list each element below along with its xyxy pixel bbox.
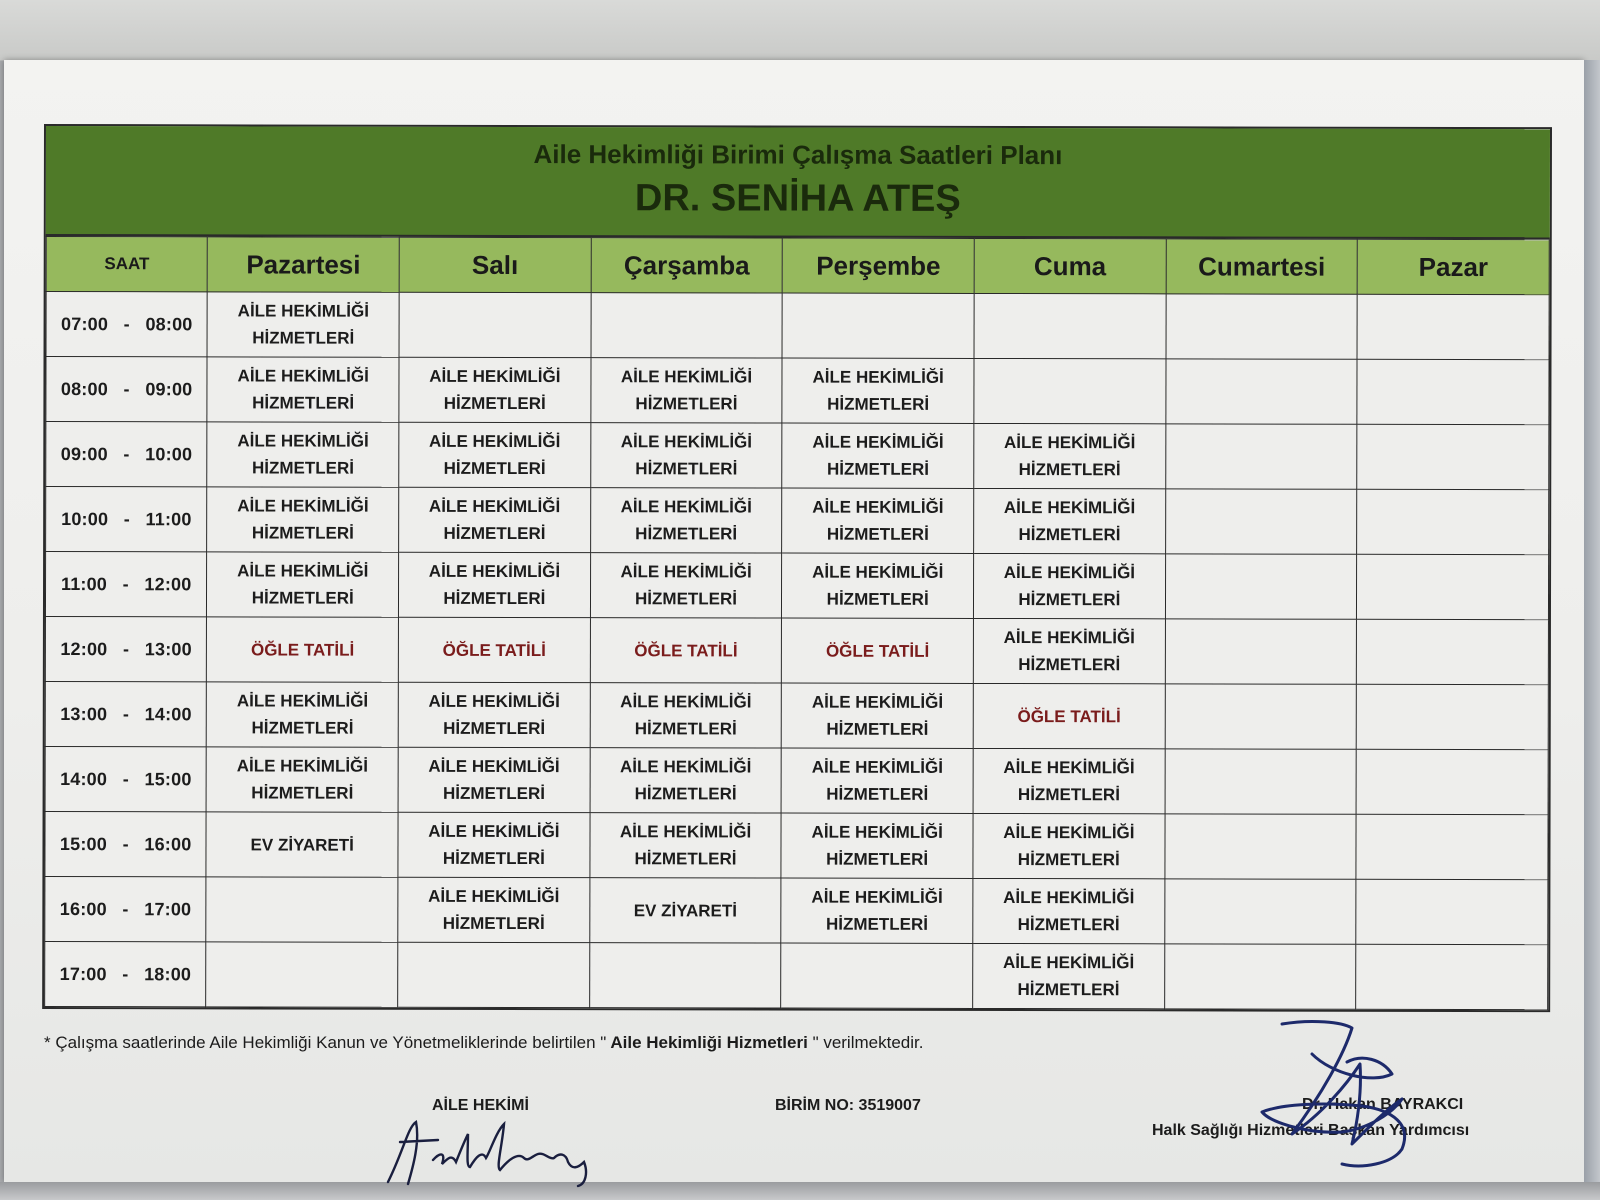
time-slot-cell: 08:00 - 09:00	[46, 357, 208, 422]
column-header-saat: SAAT	[46, 237, 208, 292]
schedule-cell: ÖĞLE TATİLİ	[782, 618, 974, 683]
schedule-cell	[974, 358, 1166, 423]
schedule-cell: AİLE HEKİMLİĞİ HİZMETLERİ	[207, 292, 399, 357]
schedule-cell: ÖĞLE TATİLİ	[973, 683, 1165, 748]
schedule-cell: AİLE HEKİMLİĞİ HİZMETLERİ	[399, 422, 591, 487]
schedule-cell	[1165, 554, 1357, 619]
footnote-emphasis: Aile Hekimliği Hizmetleri	[606, 1033, 813, 1052]
schedule-cell: AİLE HEKİMLİĞİ HİZMETLERİ	[590, 683, 782, 748]
schedule-cell	[399, 292, 591, 357]
schedule-cell: AİLE HEKİMLİĞİ HİZMETLERİ	[973, 553, 1165, 618]
schedule-cell: AİLE HEKİMLİĞİ HİZMETLERİ	[590, 813, 782, 878]
schedule-cell: AİLE HEKİMLİĞİ HİZMETLERİ	[399, 487, 591, 552]
schedule-cell: AİLE HEKİMLİĞİ HİZMETLERİ	[590, 488, 782, 553]
schedule-cell: AİLE HEKİMLİĞİ HİZMETLERİ	[207, 552, 399, 617]
schedule-cell: AİLE HEKİMLİĞİ HİZMETLERİ	[590, 423, 782, 488]
official-title: Halk Sağlığı Hizmetleri Başkan Yardımcısı	[1152, 1122, 1470, 1139]
footnote-end: " verilmektedir.	[812, 1033, 924, 1052]
time-slot-cell: 15:00 - 16:00	[45, 812, 207, 877]
column-header-day: Perşembe	[783, 238, 975, 293]
column-header-day: Pazar	[1357, 239, 1549, 294]
schedule-cell	[1164, 879, 1356, 944]
schedule-table	[44, 236, 1550, 1010]
doctor-signature	[378, 1112, 618, 1192]
schedule-cell	[974, 293, 1166, 358]
table-row	[45, 682, 1548, 750]
schedule-cell	[591, 293, 783, 358]
plan-title: Aile Hekimliği Birimi Çalışma Saatleri Planı	[533, 139, 1063, 171]
table-row	[45, 747, 1548, 815]
table-row	[45, 877, 1548, 945]
schedule-cell: AİLE HEKİMLİĞİ HİZMETLERİ	[974, 488, 1166, 553]
schedule-cell: AİLE HEKİMLİĞİ HİZMETLERİ	[781, 813, 973, 878]
schedule-cell: AİLE HEKİMLİĞİ HİZMETLERİ	[206, 747, 398, 812]
time-slot-cell: 10:00 - 11:00	[46, 487, 208, 552]
schedule-cell: AİLE HEKİMLİĞİ HİZMETLERİ	[207, 487, 399, 552]
schedule-cell: AİLE HEKİMLİĞİ HİZMETLERİ	[398, 812, 590, 877]
schedule-cell: AİLE HEKİMLİĞİ HİZMETLERİ	[782, 488, 974, 553]
schedule-cell	[1356, 944, 1548, 1009]
doctor-name: DR. SENİHA ATEŞ	[634, 177, 961, 220]
schedule-cell	[206, 877, 398, 942]
table-row	[45, 942, 1548, 1010]
title-band	[46, 126, 1550, 239]
column-header-day: Cuma	[974, 238, 1166, 293]
schedule-cell	[206, 942, 398, 1007]
frame-edge-right	[1584, 60, 1600, 1182]
table-row	[45, 552, 1548, 620]
schedule-cell	[1165, 489, 1357, 554]
column-header-day: Çarşamba	[591, 238, 783, 293]
schedule-cell: ÖĞLE TATİLİ	[398, 617, 590, 682]
schedule-cell: AİLE HEKİMLİĞİ HİZMETLERİ	[207, 682, 399, 747]
schedule-cell	[1166, 294, 1358, 359]
time-slot-cell: 17:00 - 18:00	[45, 942, 207, 1007]
time-slot-cell: 11:00 - 12:00	[45, 552, 207, 617]
column-header-day: Salı	[399, 237, 591, 292]
schedule-cell	[1356, 749, 1548, 814]
schedule-cell	[1357, 294, 1549, 359]
schedule-cell	[1165, 749, 1357, 814]
schedule-sheet	[42, 124, 1552, 1012]
schedule-cell: AİLE HEKİMLİĞİ HİZMETLERİ	[782, 683, 974, 748]
official-name: Dr. Hakan BAYRAKCI	[1302, 1096, 1464, 1113]
schedule-cell	[1357, 684, 1549, 749]
schedule-cell: AİLE HEKİMLİĞİ HİZMETLERİ	[974, 423, 1166, 488]
frame-edge-bottom	[0, 1182, 1600, 1200]
column-header-day: Cumartesi	[1166, 239, 1358, 294]
schedule-cell: AİLE HEKİMLİĞİ HİZMETLERİ	[973, 618, 1165, 683]
schedule-cell	[1165, 684, 1357, 749]
schedule-cell	[1357, 359, 1549, 424]
schedule-cell: ÖĞLE TATİLİ	[207, 617, 399, 682]
schedule-cell: AİLE HEKİMLİĞİ HİZMETLERİ	[782, 423, 974, 488]
column-header-day: Pazartesi	[208, 237, 400, 292]
schedule-cell: AİLE HEKİMLİĞİ HİZMETLERİ	[973, 878, 1165, 943]
schedule-cell: AİLE HEKİMLİĞİ HİZMETLERİ	[973, 748, 1165, 813]
footnote	[44, 1033, 923, 1053]
schedule-cell	[1165, 619, 1357, 684]
schedule-cell: AİLE HEKİMLİĞİ HİZMETLERİ	[591, 358, 783, 423]
schedule-cell: AİLE HEKİMLİĞİ HİZMETLERİ	[973, 813, 1165, 878]
schedule-cell	[1357, 554, 1549, 619]
time-slot-cell: 09:00 - 10:00	[46, 422, 208, 487]
schedule-cell: AİLE HEKİMLİĞİ HİZMETLERİ	[398, 747, 590, 812]
time-slot-cell: 07:00 - 08:00	[46, 292, 208, 357]
time-slot-cell: 14:00 - 15:00	[45, 747, 207, 812]
schedule-cell	[398, 942, 590, 1007]
schedule-cell	[1165, 814, 1357, 879]
schedule-cell: AİLE HEKİMLİĞİ HİZMETLERİ	[399, 552, 591, 617]
schedule-cell	[782, 293, 974, 358]
time-slot-cell: 12:00 - 13:00	[45, 617, 207, 682]
schedule-cell: EV ZİYARETİ	[589, 878, 781, 943]
schedule-cell	[1357, 619, 1549, 684]
schedule-cell	[1357, 489, 1549, 554]
table-row	[46, 357, 1549, 425]
time-slot-cell: 13:00 - 14:00	[45, 682, 207, 747]
schedule-cell: AİLE HEKİMLİĞİ HİZMETLERİ	[782, 553, 974, 618]
table-body	[45, 292, 1549, 1010]
schedule-cell: AİLE HEKİMLİĞİ HİZMETLERİ	[781, 748, 973, 813]
schedule-cell: ÖĞLE TATİLİ	[590, 618, 782, 683]
schedule-cell: AİLE HEKİMLİĞİ HİZMETLERİ	[207, 357, 399, 422]
schedule-cell	[781, 943, 973, 1008]
schedule-cell	[589, 943, 781, 1008]
schedule-cell	[1356, 879, 1548, 944]
schedule-cell	[1356, 814, 1548, 879]
schedule-cell: EV ZİYARETİ	[206, 812, 398, 877]
schedule-cell	[1164, 944, 1356, 1009]
header-row	[46, 237, 1549, 295]
official-signature	[1252, 1014, 1422, 1184]
schedule-cell	[1166, 359, 1358, 424]
table-row	[45, 617, 1548, 685]
schedule-cell: AİLE HEKİMLİĞİ HİZMETLERİ	[398, 682, 590, 747]
schedule-cell: AİLE HEKİMLİĞİ HİZMETLERİ	[207, 422, 399, 487]
table-row	[46, 422, 1549, 490]
schedule-cell: AİLE HEKİMLİĞİ HİZMETLERİ	[590, 553, 782, 618]
schedule-cell: AİLE HEKİMLİĞİ HİZMETLERİ	[398, 877, 590, 942]
schedule-cell: AİLE HEKİMLİĞİ HİZMETLERİ	[973, 943, 1165, 1008]
table-row	[46, 487, 1549, 555]
footnote-text: * Çalışma saatlerinde Aile Hekimliği Kanun ve Yönetmeliklerinde belirtilen "	[44, 1033, 607, 1052]
schedule-cell: AİLE HEKİMLİĞİ HİZMETLERİ	[590, 748, 782, 813]
schedule-cell	[1165, 424, 1357, 489]
time-slot-cell: 16:00 - 17:00	[45, 877, 207, 942]
unit-number: BİRİM NO: 3519007	[775, 1097, 921, 1114]
family-doctor-label: AİLE HEKİMİ	[432, 1097, 529, 1114]
schedule-cell: AİLE HEKİMLİĞİ HİZMETLERİ	[399, 357, 591, 422]
table-row	[46, 292, 1549, 360]
schedule-cell: AİLE HEKİMLİĞİ HİZMETLERİ	[781, 878, 973, 943]
table-row	[45, 812, 1548, 880]
schedule-cell	[1357, 424, 1549, 489]
schedule-cell: AİLE HEKİMLİĞİ HİZMETLERİ	[782, 358, 974, 423]
